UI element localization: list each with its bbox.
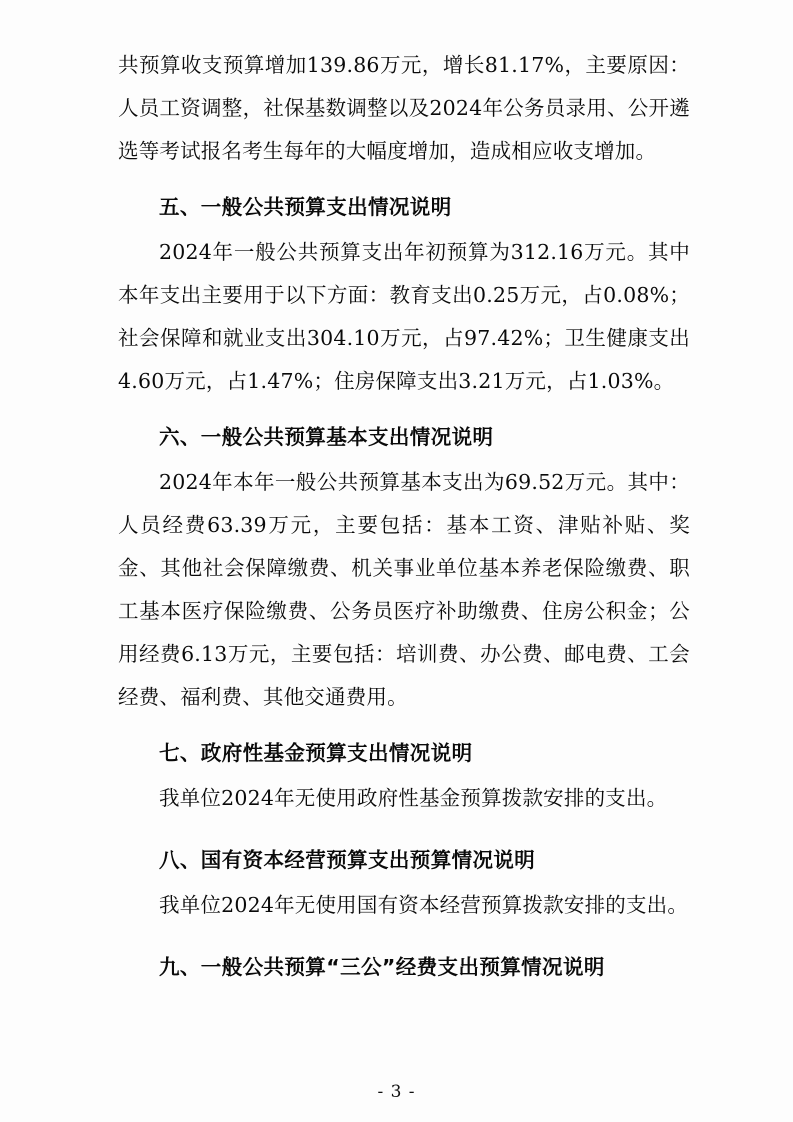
page-number: - 3 - [377, 1082, 416, 1102]
paragraph-section-eight-body: 我单位2024年无使用国有资本经营预算拨款安排的支出。 [159, 893, 689, 917]
spacer [118, 174, 690, 180]
spacer [118, 404, 690, 410]
heading-section-eight: 八、国有资本经营预算支出预算情况说明 [159, 848, 536, 872]
heading-section-six: 六、一般公共预算基本支出情况说明 [159, 425, 494, 449]
paragraph-budget-increase: 共预算收支预算增加139.86万元，增长81.17%，主要原因：人员工资调整，社保基数调整以及2024年公务员录用、公开遴选等考试报名考生每年的大幅度增加，造成相应收支增加。 [118, 53, 690, 163]
paragraph-section-seven-body: 我单位2024年无使用政府性基金预算拨款安排的支出。 [159, 786, 668, 810]
heading-section-seven: 七、政府性基金预算支出情况说明 [159, 741, 473, 765]
paragraph-section-five-body: 2024年一般公共预算支出年初预算为312.16万元。其中本年支出主要用于以下方面：教育支出0.25万元，占0.08%；社会保障和就业支出304.10万元，占97.42%；卫生健康支出4.60万元，占1.47%；住房保障支出3.21万元，占1.03%。 [118, 240, 690, 393]
paragraph-section-six-body: 2024年本年一般公共预算基本支出为69.52万元。其中：人员经费63.39万元，主要包括：基本工资、津贴补贴、奖金、其他社会保障缴费、机关事业单位基本养老保险缴费、职工基本医疗保险缴费、公务员医疗补助缴费、住房公积金；公用经费6.13万元，主要包括：培训费、办公费、邮电费、工会经费、福利费、其他交通费用。 [118, 470, 690, 709]
heading-section-five: 五、一般公共预算支出情况说明 [159, 195, 452, 219]
spacer [118, 720, 690, 726]
heading-section-nine: 九、一般公共预算“三公”经费支出预算情况说明 [159, 955, 605, 979]
document-body [118, 44, 690, 991]
spacer [118, 928, 690, 940]
spacer [118, 821, 690, 833]
